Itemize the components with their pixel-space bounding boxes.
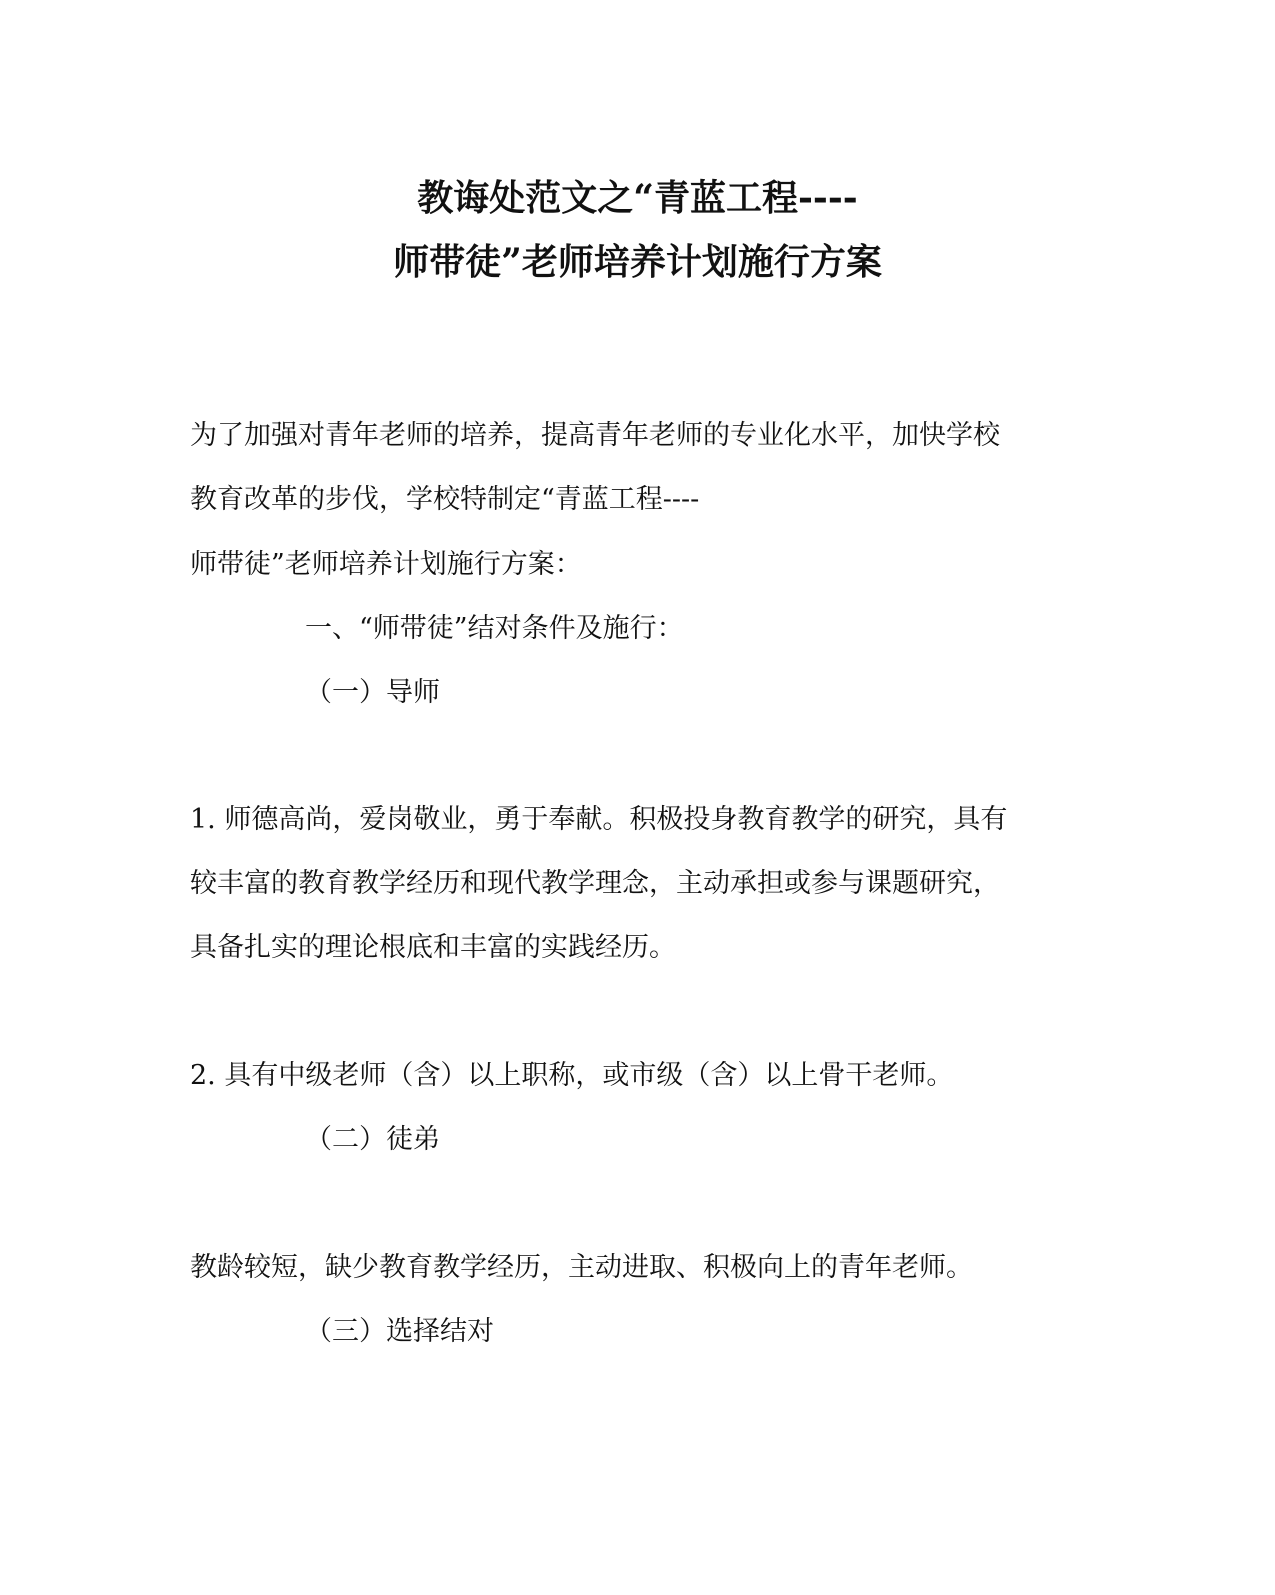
mentor-item-1-line-1: 1. 师德高尚，爱岗敬业，勇于奉献。积极投身教育教学的研究，具有 [190,804,1008,835]
section-heading-pairing: 一、“师带徒”结对条件及施行： [305,613,684,644]
apprentice-description: 教龄较短，缺少教育教学经历，主动进取、积极向上的青年老师。 [190,1252,973,1283]
document-title-line-1: 教诲处范文之“青蓝工程---- [417,177,858,219]
document-title-line-2: 师带徒”老师培养计划施行方案 [393,241,882,283]
intro-paragraph-line-1: 为了加强对青年老师的培养，提高青年老师的专业化水平，加快学校 [190,420,1000,451]
mentor-item-2: 2. 具有中级老师（含）以上职称，或市级（含）以上骨干老师。 [190,1060,954,1091]
subheading-mentor: （一）导师 [305,677,440,708]
mentor-item-1-line-2: 较丰富的教育教学经历和现代教学理念，主动承担或参与课题研究， [190,868,1000,899]
intro-paragraph-line-3: 师带徒”老师培养计划施行方案： [190,549,582,580]
intro-paragraph-line-2: 教育改革的步伐，学校特制定“青蓝工程---- [190,484,700,515]
subheading-pairing-selection: （三）选择结对 [305,1316,494,1347]
mentor-item-1-line-3: 具备扎实的理论根底和丰富的实践经历。 [190,932,676,963]
subheading-apprentice: （二）徒弟 [305,1124,440,1155]
